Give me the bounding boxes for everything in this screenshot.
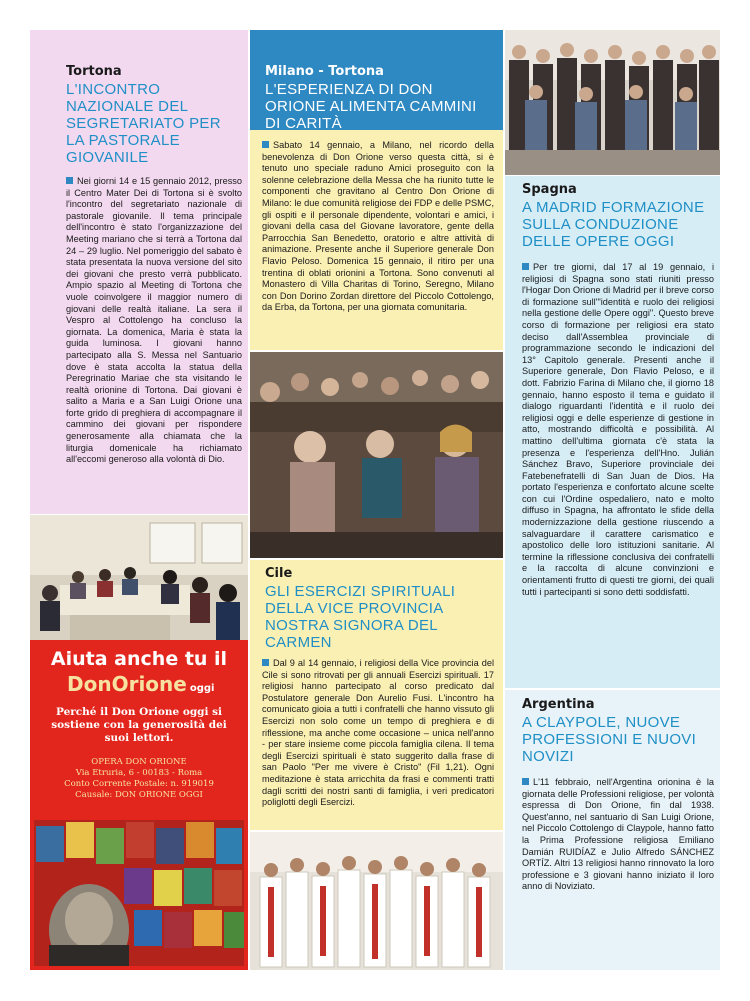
argentina-body: L'11 febbraio, nell'Argentina orionina è la giornata delle Professioni religiose, per volontà espressa di Don Orione, fin dal 1938. Quest'anno, nel santuario di San Luigi Orione, nel Piccolo Cottolengo di Claypole, hanno fatto la Prima Professione religiosa Emiliano Damián RUIDÍAZ e Julio Alfredo SÁNCHEZ ORTÍZ. Altri 13 religiosi hanno rinnovato la loro professione e 3 giovani hanno iniziato il loro anno di Noviziato. xyxy=(522,777,714,892)
cile-title: GLI ESERCIZI SPIRITUALI DELLA VICE PROVINCIA NOSTRA SIGNORA DEL CARMEN xyxy=(265,583,456,651)
milano-article xyxy=(265,64,495,132)
spagna-article xyxy=(522,182,714,598)
cile-article xyxy=(265,566,497,651)
argentina-article xyxy=(522,697,714,893)
milano-audience-photo xyxy=(250,352,503,558)
bullet-square-icon xyxy=(66,177,73,184)
milano-kicker: Milano - Tortona xyxy=(265,64,384,79)
milano-title: L'ESPERIENZA DI DON ORIONE ALIMENTA CAMMINI DI CARITÀ xyxy=(265,81,477,132)
promo-headline: Aiuta anche tu il xyxy=(50,648,228,670)
bullet-square-icon xyxy=(522,778,529,785)
bullet-square-icon xyxy=(262,659,269,666)
promo-account: Conto Corrente Postale: n. 919019 xyxy=(64,779,214,789)
tortona-meeting-photo xyxy=(30,515,248,640)
cile-kicker: Cile xyxy=(265,566,293,581)
spagna-kicker: Spagna xyxy=(522,182,577,197)
promo-address: Via Etruria, 6 - 00183 - Roma xyxy=(75,768,203,778)
tortona-kicker: Tortona xyxy=(66,64,122,79)
cile-body-block xyxy=(262,658,494,809)
promo-magazine-collage xyxy=(34,820,244,966)
promo-text xyxy=(30,648,248,801)
milano-body: Sabato 14 gennaio, a Milano, nel ricordo della benevolenza di Don Orione verso questa città, si è tenuto uno speciale raduno Amici proseguito con la solenne celebrazione della Messa che ha riunito tutte le componenti che gravitano al Centro Don Orione di Milano: le due comunità religiose dei FDP e delle PSMC, gli ospiti e il personale dipendente, volontari e amici, i giovani della casa del Giovane lavoratore, gente della Parrocchia San Benedetto, oratorio e altre attività di animazione. Presente anche il Superiore generale Don Flavio Peloso. Domenica 15 gennaio, il ritiro per una trentina di oblati orionini a Tortona. Sono convenuti al Monastero di Villa Charitas di Torino, Seregno, Milano con Don Dorino Zordan direttore del Piccolo Cottolengo, da Erba, da Tortona, per una giornata comunitaria. xyxy=(262,140,494,313)
argentina-title: A CLAYPOLE, NUOVE PROFESSIONI E NUOVI NOVIZI xyxy=(522,714,697,765)
promo-brand-row xyxy=(30,672,248,696)
bullet-square-icon xyxy=(262,141,269,148)
promo-causal: Causale: DON ORIONE OGGI xyxy=(75,790,203,800)
cile-priests-photo xyxy=(250,832,503,970)
tortona-body: Nei giorni 14 e 15 gennaio 2012, presso il Centro Mater Dei di Tortona si è svolto l'incontro del segretariato nazionale di pastorale giovanile. Il tema principale dell'incontro è stato l'organizzazione del Meeting mariano che si terrà a Tortona dal 24 – 29 luglio. Nel pomeriggio del sabato è stata presentata la nuova versione del sito dei giovani che presto verrà pubblicato. Ampio spazio al Meeting di Tortona che vuole coinvolgere il maggior numero di giovani delle realtà italiane. La sera il Vespro al Cottolengo ha concluso la giornata. La domenica, Maria è stata la guida luminosa. I giovani hanno partecipato alla S. Messa nel Santuario dove è stata accolta la statua della Peregrinatio Mariae che sta visitando le realtà orionine di Tortona. Dai giovani è salito a Maria e a San Luigi Orione una forte grido di preghiera di accompagnare il cammino dei giovani per rispondere generosamente alla chiamata che la liturgia domenicale ha richiamato all'eccomi generoso alla volontà di Dio. xyxy=(66,176,242,465)
promo-brand: DonOrione xyxy=(67,672,187,696)
promo-brand-suffix: oggi xyxy=(189,683,215,694)
spagna-title: A MADRID FORMAZIONE SULLA CONDUZIONE DELLE OPERE OGGI xyxy=(522,199,705,250)
promo-tagline: Perché il Don Orione oggi si sostiene con la generosità dei suoi lettori. xyxy=(51,706,227,744)
cile-body: Dal 9 al 14 gennaio, i religiosi della Vice provincia del Cile si sono ritrovati per gli annuali Esercizi spirituali. 17 religiosi hanno partecipato al corso predicato dal Postulatore generale Don Aurelio Fusi. L'incontro ha comunicato gioia a tutti i confratelli che hanno vissuto gli Esercizi non solo come un tempo di preghiera e di riflessione, ma anche come occasione – unica nell'anno - per stare insieme come piccola famiglia cilena. Il tema degli Esercizi spirituali è stato suggerito dalla frase di san Paolo "Per me vivere è Cristo" (Fil 1,21). Ogni meditazione è stata arricchita da frasi e commenti tratti dagli scritti dei nostri santi di famiglia, i veri predicatori poliglotti degli Esercizi. xyxy=(262,658,494,808)
promo-org: OPERA DON ORIONE xyxy=(91,757,187,767)
argentina-kicker: Argentina xyxy=(522,697,595,712)
spagna-group-photo xyxy=(505,30,720,175)
spagna-body: Per tre giorni, dal 17 al 19 gennaio, i religiosi di Spagna sono stati riuniti presso l'Hogar Don Orione di Madrid per il breve corso di formazione sull'"identità e ruolo dei religiosi nella gestione delle Opere oggi". Questo breve corso di formazione per religiosi era stato deciso dall'Assemblea provinciale di programmazione secondo le indicazioni del 13° Capitolo generale. Presenti anche il Superiore generale, Don Flavio Peloso, e il dott. Fabrizio Farina di Milano che, il giorno 18 gennaio, hanno esposto il tema e guidato il dialogo riguardanti l'identità e il ruolo dei religiosi oggi e delle esperienze di gestione in atto, mostrando difficoltà e possibilità. Al mattino dell'ultima giornata c'è stata la presenza e l'esperienza dell'Hno. Julián Sánchez Bravo, Superiore provinciale dei Fatebenefratelli di San Juan de Dios. Ha portato l'esperienza e confortato alcune scelte con cui l'Ordine ospedaliero, nato e molto diffuso in Spagna, ha affrontato le sfide della modernizzazione della gestione riuscendo a salvaguardare il carattere carismatico e apostolico delle loro istituzioni sanitarie. Al termine la riflessione conclusiva dei confratelli e la raccolta di alcune convinzioni e orientamenti frutto di questi tre giorni, dei quali tutti i partecipanti si sono detti soddisfatti. xyxy=(522,262,714,597)
tortona-article xyxy=(66,64,242,466)
tortona-title: L'INCONTRO NAZIONALE DEL SEGRETARIATO PER LA PASTORALE GIOVANILE xyxy=(66,81,221,166)
milano-body-block xyxy=(262,140,494,314)
promo-contact xyxy=(30,757,248,801)
bullet-square-icon xyxy=(522,263,529,270)
